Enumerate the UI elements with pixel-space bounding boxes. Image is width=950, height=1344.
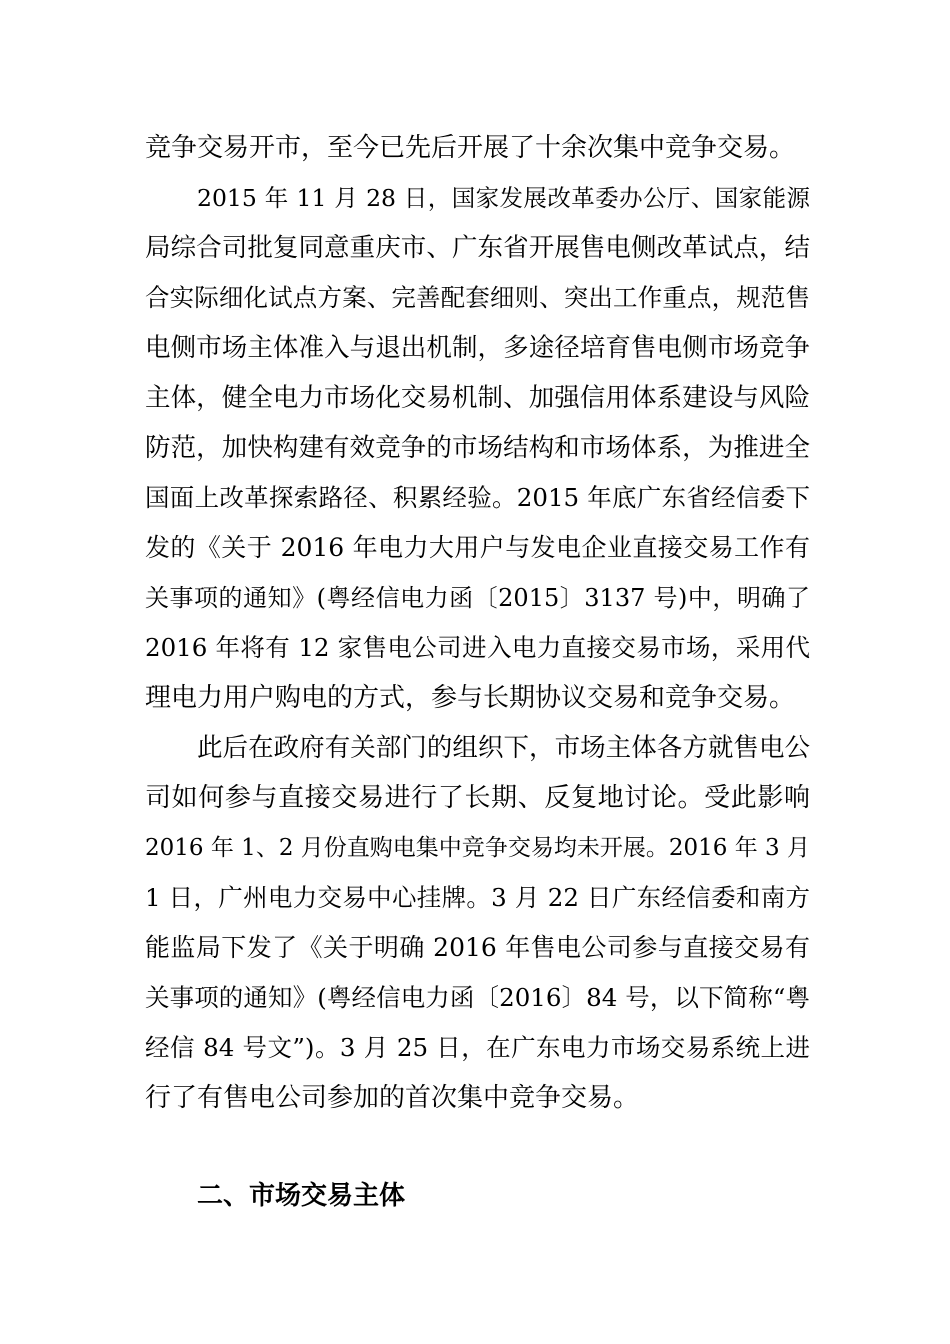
paragraph-line: 发的《关于 2016 年电力大用户与发电企业直接交易工作有 (145, 533, 810, 562)
paragraph-line: 合实际细化试点方案、完善配套细则、突出工作重点，规范售 (145, 283, 810, 312)
paragraph-line: 竞争交易开市，至今已先后开展了十余次集中竞争交易。 (145, 133, 796, 163)
paragraph-line: 关事项的通知》(粤经信电力函〔2016〕84 号，以下简称“粤 (145, 983, 810, 1012)
paragraph-line: 主体，健全电力市场化交易机制、加强信用体系建设与风险 (145, 383, 810, 413)
paragraph-line: 国面上改革探索路径、积累经验。2015 年底广东省经信委下 (145, 483, 810, 512)
paragraph-line: 行了有售电公司参加的首次集中竞争交易。 (145, 1083, 640, 1113)
paragraph-line: 防范，加快构建有效竞争的市场结构和市场体系，为推进全 (145, 433, 810, 463)
paragraph-line: 2016 年将有 12 家售电公司进入电力直接交易市场，采用代 (145, 633, 810, 662)
paragraph-line: 电侧市场主体准入与退出机制，多途径培育售电侧市场竞争 (145, 333, 810, 363)
paragraph-line: 关事项的通知》(粤经信电力函〔2015〕3137 号)中，明确了 (145, 584, 810, 612)
paragraph-line: 局综合司批复同意重庆市、广东省开展售电侧改革试点，结 (145, 233, 810, 263)
paragraph-line: 司如何参与直接交易进行了长期、反复地讨论。受此影响 (145, 783, 810, 813)
paragraph-line: 经信 84 号文”)。3 月 25 日，在广东电力市场交易系统上进 (145, 1033, 810, 1062)
paragraph-line: 理电力用户购电的方式，参与长期协议交易和竞争交易。 (145, 683, 796, 713)
section-heading: 二、市场交易主体 (197, 1181, 406, 1211)
paragraph-line: 1 日，广州电力交易中心挂牌。3 月 22 日广东经信委和南方 (145, 883, 810, 912)
paragraph-line: 能监局下发了《关于明确 2016 年售电公司参与直接交易有 (145, 933, 810, 962)
paragraph-line: 此后在政府有关部门的组织下，市场主体各方就售电公 (197, 733, 810, 763)
paragraph-line: 2016 年 1、2 月份直购电集中竞争交易均未开展。2016 年 3 月 (145, 835, 810, 861)
paragraph-line: 2015 年 11 月 28 日，国家发展改革委办公厅、国家能源 (197, 184, 810, 212)
